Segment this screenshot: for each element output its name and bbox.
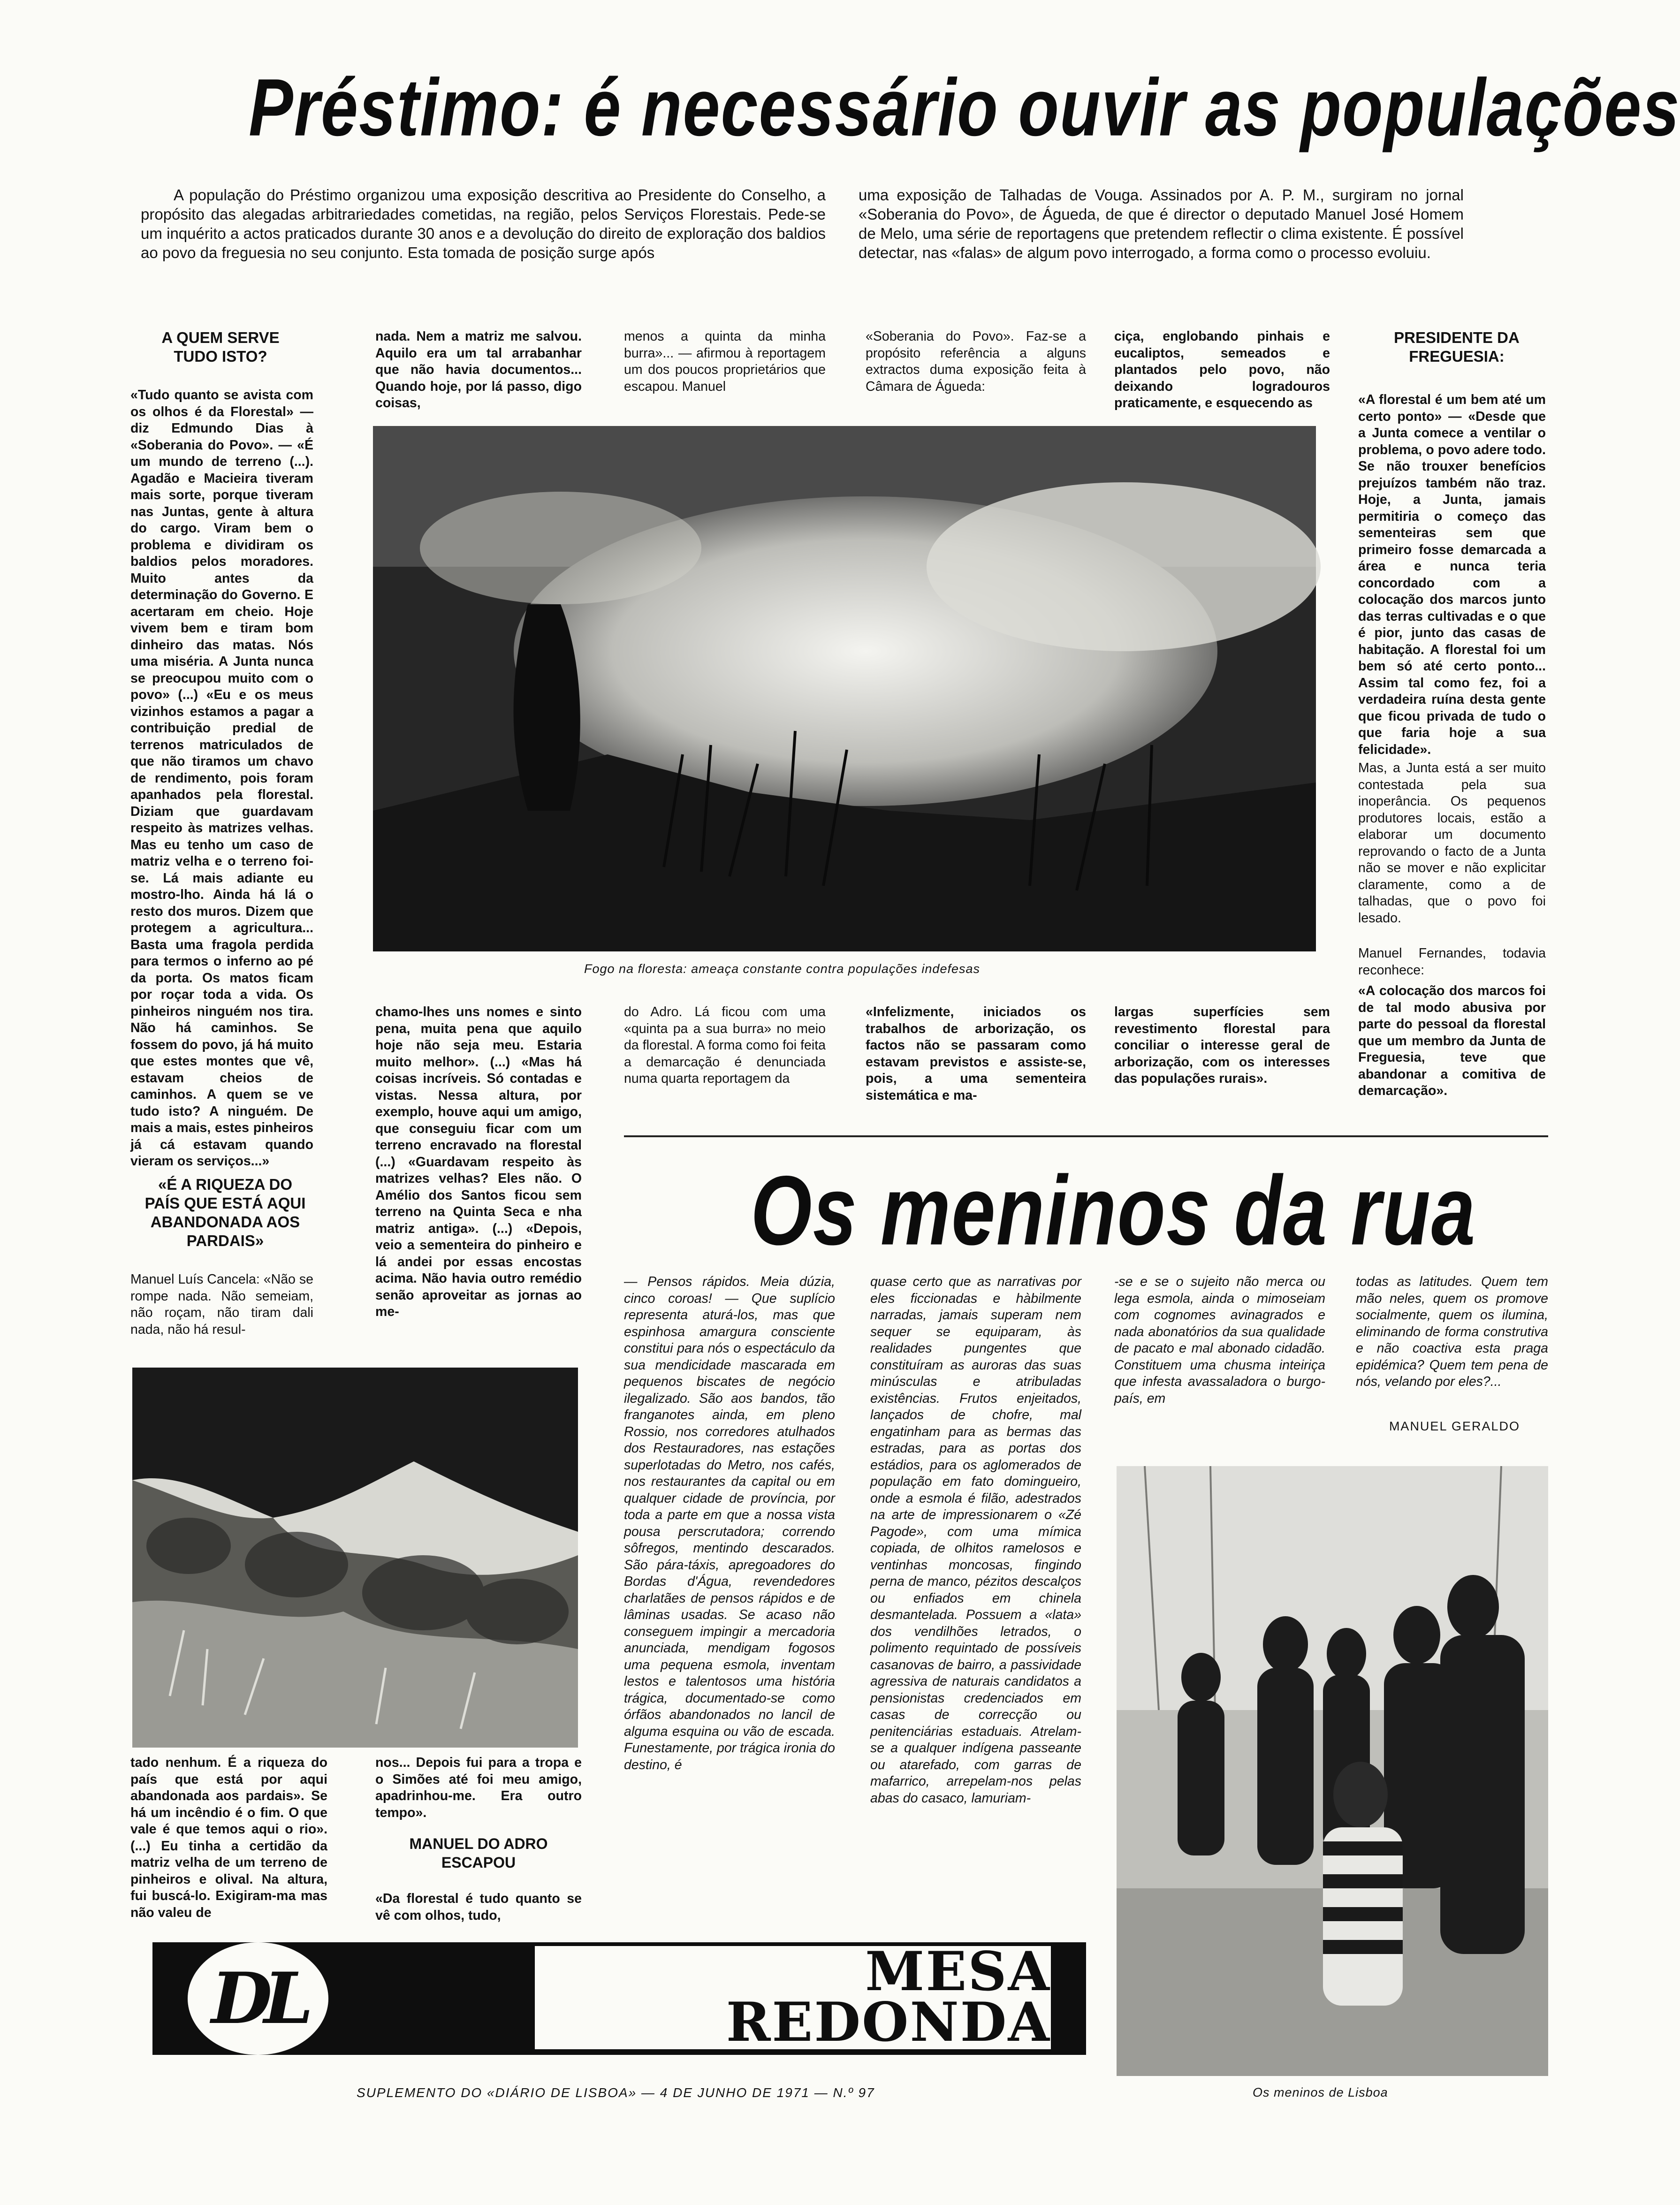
lead-paragraph-right: uma exposição de Talhadas de Vouga. Assinados por A. P. M., surgiram no jornal «Soberania do Povo», de Águeda, de que é director o deputado Manuel José Homem de Melo, uma série de reportagens que pretendem reflectir o clima existente. É possível detectar, nas «falas» de algum povo interrogado, a forma como o processo evoluiu. (859, 186, 1464, 261)
col5-body: largas superfícies sem revestimento florestal para conciliar o interesse geral de arborização, com os interesses das populações rurais». (1114, 1004, 1330, 1086)
mesa-line: MESA (865, 1940, 1051, 2003)
col1-body: «Tudo quanto se avista com os olhos é da Florestal» — diz Edmundo Dias à «Soberania do Povo». — «É um mundo de terreno (...). Agadão e Macieira tiveram mais sorte, porque tiveram nas Juntas, gente à altura do cargo. Viram bem o problema e dividiram os baldios pelos moradores. Muito antes da determinação do Governo. E acertaram em cheio. Hoje vivem bem e tiram bom dinheiro das matas. Nós uma miséria. A Junta nunca se preocupou muito com o povo» (...) «Eu e os meus vizinhos estamos a pagar a contribuição predial de terrenos matriculados de que não tiramos um chavo de rendimento, pois foram apanhados pela florestal. Diziam que guardavam respeito às matrizes velhas. Mas eu tenho um caso de matriz velha e o terreno foi-se. Lá mais adiante eu mostro-lho. Ainda há lá o resto dos muros. Dizem que protegem a agricultura... Basta uma fragola perdida para termos o inferno ao pé da porta. Os matos ficam por roçar toda a vida. Os pinheiros ninguém nos tira. Não há caminhos. Se fossem do povo, já há muito que estes montes que vê, estavam cheios de caminhos. A quem se ve tudo isto? A ninguém. De mais a mais, estes pinheiros já cá estavam quando vieram os serviços...» (130, 388, 313, 1169)
rua-col2: quase certo que as narrativas por eles ficcionadas e hàbilmente narradas, jamais superam nem sequer se equiparam, às realidades pungentes que constituíram as auroras das suas minúsculas e atribuladas existências. Frutos enjeitados, lançados de chofre, mal engatinham para as bermas das estradas, para as portas dos estádios, para os aglomerados de população em fato domingueiro, onde a esmola é filão, adestrados na arte de impressionarem o «Zé Pagode», com uma mímica copiada, de olhitos ramelosos e ventinhas moncosas, fingindo perna de manco, pézitos descalços ou enfiados em chinela desmantelada. Possuem a «lata» dos vendilhões letrados, o polimento requintado de possíveis casanovas de bairro, a passividade agressiva de naturais candidatos a pensionistas credenciados em casas de correcção ou penitenciárias estaduais. Atrelam-se a qualquer indígena passeante ou atarefado, com garras de mafarrico, arrepelam-nos pelas abas do casaco, lamuriam- (870, 1274, 1081, 1806)
col4-body: «Infelizmente, iniciados os trabalhos de arborização, os factos não se passaram como estavam previstos e assiste-se, pois, a uma sementeira sistemática e ma- (866, 1004, 1086, 1103)
col1-heading: A QUEM SERVE TUDO ISTO? (161, 329, 280, 365)
rua-col4: todas as latitudes. Quem tem mão neles, quem os promove socialmente, quem os ilumina, eliminando de forma construtiva e não coactiva esta praga epidémica? Quem tem pena de nós, velando por eles?... (1356, 1274, 1548, 1389)
col2-top: nada. Nem a matriz me salvou. Aquilo era um tal arrabanhar que não havia documentos... Quando hoje, por lá passo, digo coisas, (375, 329, 582, 411)
section-divider (624, 1135, 1548, 1137)
main-headline: Préstimo: é necessário ouvir as populações (249, 62, 1680, 153)
col2-body-3: «Da florestal é tudo quanto se vê com olhos, tudo, (375, 1891, 582, 1923)
col6-body-2: Mas, a Junta está a ser muito contestada pela sua inoperância. Os pequenos produtores locais, estão a elaborar um documento reprovando o facto de a Junta não se mover e não explicitar claramente, como a de talhadas, que o povo foi lesado. (1358, 760, 1546, 926)
col2-body-2: nos... Depois fui para a tropa e o Simões até foi meu amigo, apadrinhou-me. Era outro tempo». (375, 1755, 582, 1820)
lead-paragraph-left: A população do Préstimo organizou uma exposição descritiva ao Presidente do Conselho, a propósito das alegadas arbitrariedades cometidas, na região, pelos Serviços Florestais. Pede-se um inquérito a actos praticados durante 30 anos e a devolução do direito de exploração dos baldios ao povo da freguesia no seu conjunto. Esta tomada de posição surge após (141, 186, 826, 261)
col2-body: chamo-lhes uns nomes e sinto pena, muita pena que aquilo hoje não seja meu. Estaria muito melhor». (...) «Mas há coisas incríveis. Só contadas e vistas. Nessa altura, por exemplo, houve aqui um amigo, que conseguiu ficar com um terreno encravado na florestal (...) «Guardavam respeito às matrizes velhas? Eles não. O Amélio dos Santos ficou sem terreno na Quinta Seca e nha matriz antiga». (...) «Depois, veio a sementeira do pinheiro e lá andei por essas encostas acima. Não havia outro remédio senão aproveitar as jornas ao me- (375, 1004, 582, 1319)
forest-photo (132, 1368, 578, 1748)
page-footer: SUPLEMENTO DO «DIÁRIO DE LISBOA» — 4 DE JUNHO DE 1971 — N.º 97 (357, 2085, 875, 2100)
col6-body-3: Manuel Fernandes, todavia reconhece: (1358, 946, 1546, 978)
col1-body-2: Manuel Luís Cancela: «Não se rompe nada. Não semeiam, não roçam, não tiram dali nada, não há resul- (130, 1272, 313, 1337)
forest-fire-photo (373, 426, 1316, 951)
forest-illustration (132, 1368, 578, 1748)
dl-logo (188, 1942, 328, 2055)
col6-heading: PRESIDENTE DA FREGUESIA: (1394, 329, 1520, 365)
second-headline: Os meninos da rua (751, 1155, 1476, 1266)
rua-col1: — Pensos rápidos. Meia dúzia, cinco coroas! — Que suplício representa aturá-los, mas que espinhosa amargura consciente constitui para nós o espectáculo da sua mendicidade mascarada em pequenos biscates de negócio ilegalizado. São aos bandos, tão franganotes ainda, em pleno Rossio, nos corredores atulhados dos Restauradores, nas estações superlotadas do Metro, nos cafés, nos restaurantes da capital ou em qualquer cidade de província, por toda a parte em que a nossa vista pousa perscrutadora; correndo sôfregos, mentindo descarados. São pára-táxis, apregoadores do Bordas d'Água, revendedores charlatães de pensos rápidos e de lâminas usadas. Se acaso não conseguem impingir a mercadoria anunciada, mendigam fogosos uma pequena esmola, inventam lestos e talentosos uma história trágica, documentado-se como órfãos abandonados no lancil de alguma esquina ou vão de escada. Funestamente, por trágica ironia do destino, é (624, 1274, 835, 1772)
photo1-caption: Fogo na floresta: ameaça constante contra populações indefesas (584, 962, 980, 976)
col6-body: «A florestal é um bem até um certo ponto» — «Desde que a Junta comece a ventilar o problema, o povo adere todo. Se não trouxer benefícios prejuízos também não traz. Hoje, a Junta, jamais permitiria o começo das sementeiras sem que primeiro fosse demarcada a área e nunca teria concordado com a colocação dos marcos junto das terras cultivadas e o que é pior, junto das casas de habitação. A florestal foi um bem só até certo ponto... Assim tal como fez, foi a verdadeira ruína desta gente que ficou privada de tudo o que faria hoje a sua felicidade». (1358, 392, 1546, 757)
children-illustration (1117, 1466, 1548, 2076)
mesa-redonda-wordmark (535, 1940, 1051, 2053)
children-photo (1117, 1466, 1548, 2076)
col3-body: do Adro. Lá ficou com uma «quinta pa a sua burra» no meio da florestal. A forma como foi feita a demarcação é denunciada numa quarta reportagem da (624, 1004, 826, 1086)
col1-body-3: tado nenhum. É a riqueza do país que está por aqui abandonada aos pardais». Se há um incêndio é o fim. O que vale é que temos aqui o rio». (...) Eu tinha a certidão da matriz velha de um terreno de pinheiros e olival. Na altura, fui buscá-lo. Exigiram-ma mas não valeu de (130, 1755, 327, 1920)
rua-byline: MANUEL GERALDO (1389, 1419, 1520, 1433)
col5-top: ciça, englobando pinhais e eucaliptos, semeados e plantados pelo povo, não deixando logradouros praticamente, e esquecendo as (1114, 329, 1330, 411)
col6-body-4: «A colocação dos marcos foi de tal modo abusiva por parte do pessoal da florestal que um membro da Junta de Freguesia, teve que abandonar a comitiva de demarcação». (1358, 983, 1546, 1098)
photo3-caption: Os meninos de Lisboa (1253, 2085, 1388, 2099)
redonda-line: REDONDA (726, 1991, 1051, 2053)
dl-logo-mark: DL (211, 1957, 305, 2040)
forest-fire-illustration (373, 426, 1316, 951)
rua-col3: -se e se o sujeito não merca ou lega esmola, ainda o mimoseiam com cognomes avinagrados e nada abonatórios da sua qualidade de pacato e mal abonado cidadão. Constituem uma chusma inteiriça que infesta avassaladora o burgo-país, em (1114, 1274, 1325, 1406)
col3-top: menos a quinta da minha burra»... — afirmou à reportagem um dos poucos proprietários que escapou. Manuel (624, 329, 826, 394)
col1-subheading: «É A RIQUEZA DO PAÍS QUE ESTÁ AQUI ABANDONADA AOS PARDAIS» (144, 1176, 306, 1249)
col4-top: «Soberania do Povo». Faz-se a propósito referência a alguns extractos duma exposição feita à Câmara de Águeda: (866, 329, 1086, 394)
col2-heading: MANUEL DO ADRO ESCAPOU (409, 1835, 548, 1871)
